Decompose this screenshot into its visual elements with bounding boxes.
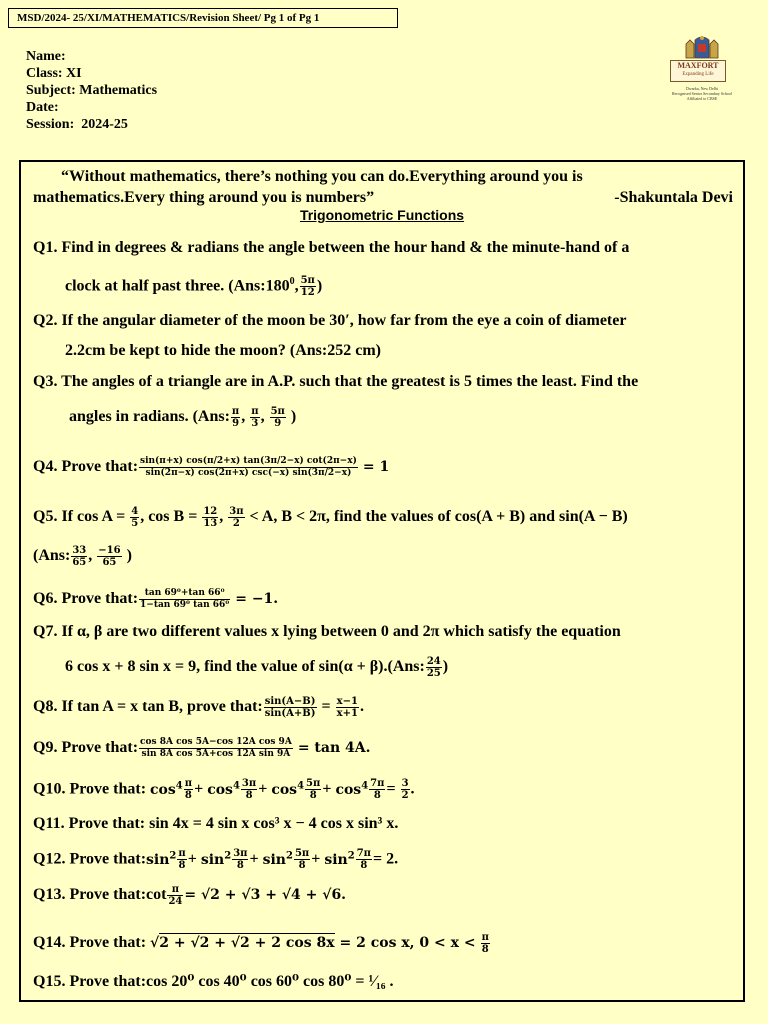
question-11: Q11. Prove that: sin 4x = 4 sin x cos³ x − 4 cos x sin³ x. bbox=[33, 815, 399, 832]
subject-field: Subject: Mathematics bbox=[26, 83, 158, 98]
document-header: MSD/2024- 25/XI/MATHEMATICS/Revision Sheet/ Pg 1 of Pg 1 bbox=[8, 8, 398, 28]
question-7: Q7. If α, β are two different values x lying between 0 and 2π which satisfy the equation bbox=[33, 623, 621, 640]
crest-icon bbox=[680, 34, 724, 60]
question-5: Q5. If cos A = $\frac{4}{5}$ , cos B = $\frac{12}{13}$ , $\frac{3\pi}{2}$ < A, B < 2π, find the values of cos(A + B) and sin(A − B) bbox=[33, 506, 628, 529]
session-field: Session: 2024-25 bbox=[26, 117, 128, 132]
page-title: Trigonometric Functions bbox=[299, 207, 465, 223]
student-info bbox=[26, 48, 157, 133]
quote-author: -Shakuntala Devi bbox=[614, 189, 733, 206]
question-4: Q4. Prove that: $\frac{\sin(\pi+x) \cos(\pi/2+x) \tan(3\pi/2-x) \cot(2\pi-x)}{\sin(2\pi-x) \cos(2\pi+x) \csc(-x) \sin(3\pi/2-x)}$ = 1 bbox=[33, 456, 390, 478]
logo-plate: MAXFORT Expanding Life bbox=[670, 60, 726, 82]
question-8: Q8. If tan A = x tan B, prove that: $\frac{\sin(A-B)}{\sin(A+B)}$ = $\frac{x-1}{x+1}$ . bbox=[33, 696, 364, 719]
question-15: Q15. Prove that:cos 20⁰ cos 40⁰ cos 60⁰ cos 80⁰ = ¹⁄₁₆ . bbox=[33, 973, 394, 990]
date-field: Date: bbox=[26, 100, 59, 115]
question-10: Q10. Prove that: $\cos^4$ $\frac{\pi}{8}$ + $\cos^4$ $\frac{3\pi}{8}$ + $\cos^4$ $\frac{5\pi}{8}$ + $\cos^4$ $\frac{7\pi}{8}$ = $\frac{3}{2}$ . bbox=[33, 778, 415, 802]
question-13: Q13. Prove that:cot $\frac{\pi}{24}$ = √2 + √3 + √4 + √6. bbox=[33, 884, 347, 907]
question-2: Q2. If the angular diameter of the moon be 30′, how far from the eye a coin of diameter bbox=[33, 312, 627, 329]
class-field: Class: XI bbox=[26, 66, 82, 81]
question-1: Q1. Find in degrees & radians the angle between the hour hand & the minute-hand of a bbox=[33, 239, 630, 256]
quote: “Without mathematics, there’s nothing you can do.Everything around you is mathematics.Every thing around you is numbers” -Shakuntala Devi bbox=[33, 168, 733, 206]
question-14: Q14. Prove that: √2 + √2 + √2 + 2 cos 8x = 2 cos x, 0 < x < $\frac{\pi}{8}$ bbox=[33, 932, 489, 955]
question-9: Q9. Prove that: $\frac{\text{cos 8A cos 5A−cos 12A cos 9A}}{\text{sin 8A cos 5A+cos 12A sin 9A}}$ = tan 4A. bbox=[33, 737, 371, 759]
question-7-cont: 6 cos x + 8 sin x = 9, find the value of sin(α + β).(Ans: $\frac{24}{25}$ ) bbox=[65, 656, 449, 679]
question-3-cont: angles in radians. (Ans: $\frac{\pi}{9}$ , $\frac{\pi}{3}$ , $\frac{5\pi}{9}$ ) bbox=[69, 406, 297, 429]
question-5-cont: (Ans: $\frac{33}{65}$ , $\frac{-16}{65}$ ) bbox=[33, 545, 132, 568]
question-3: Q3. The angles of a triangle are in A.P. such that the greatest is 5 times the least. Find the bbox=[33, 373, 639, 390]
name-field: Name: bbox=[26, 49, 66, 64]
logo-caption: Dwarka, New Delhi Recognised Senior Secondary School Affiliated to CBSE bbox=[671, 86, 733, 101]
school-logo bbox=[662, 34, 742, 108]
question-1-cont: clock at half past three. ($Ans:180^0$, $\frac{5\pi}{12}$ ) bbox=[65, 275, 323, 299]
question-2-cont: 2.2cm be kept to hide the moon? (Ans:252 cm) bbox=[65, 342, 381, 359]
question-6: Q6. Prove that: $\frac{\text{tan 69⁰+tan 66⁰}}{\text{1−tan 69⁰ tan 66⁰}}$ = −1. bbox=[33, 588, 279, 610]
question-12: Q12. Prove $that:\sin^2$ $\frac{\pi}{8}$ + $\sin^2$ $\frac{3\pi}{8}$ + $\sin^2$ $\frac{5\pi}{8}$ + $\sin^2$ $\frac{7\pi}{8}$ = 2. bbox=[33, 848, 399, 872]
